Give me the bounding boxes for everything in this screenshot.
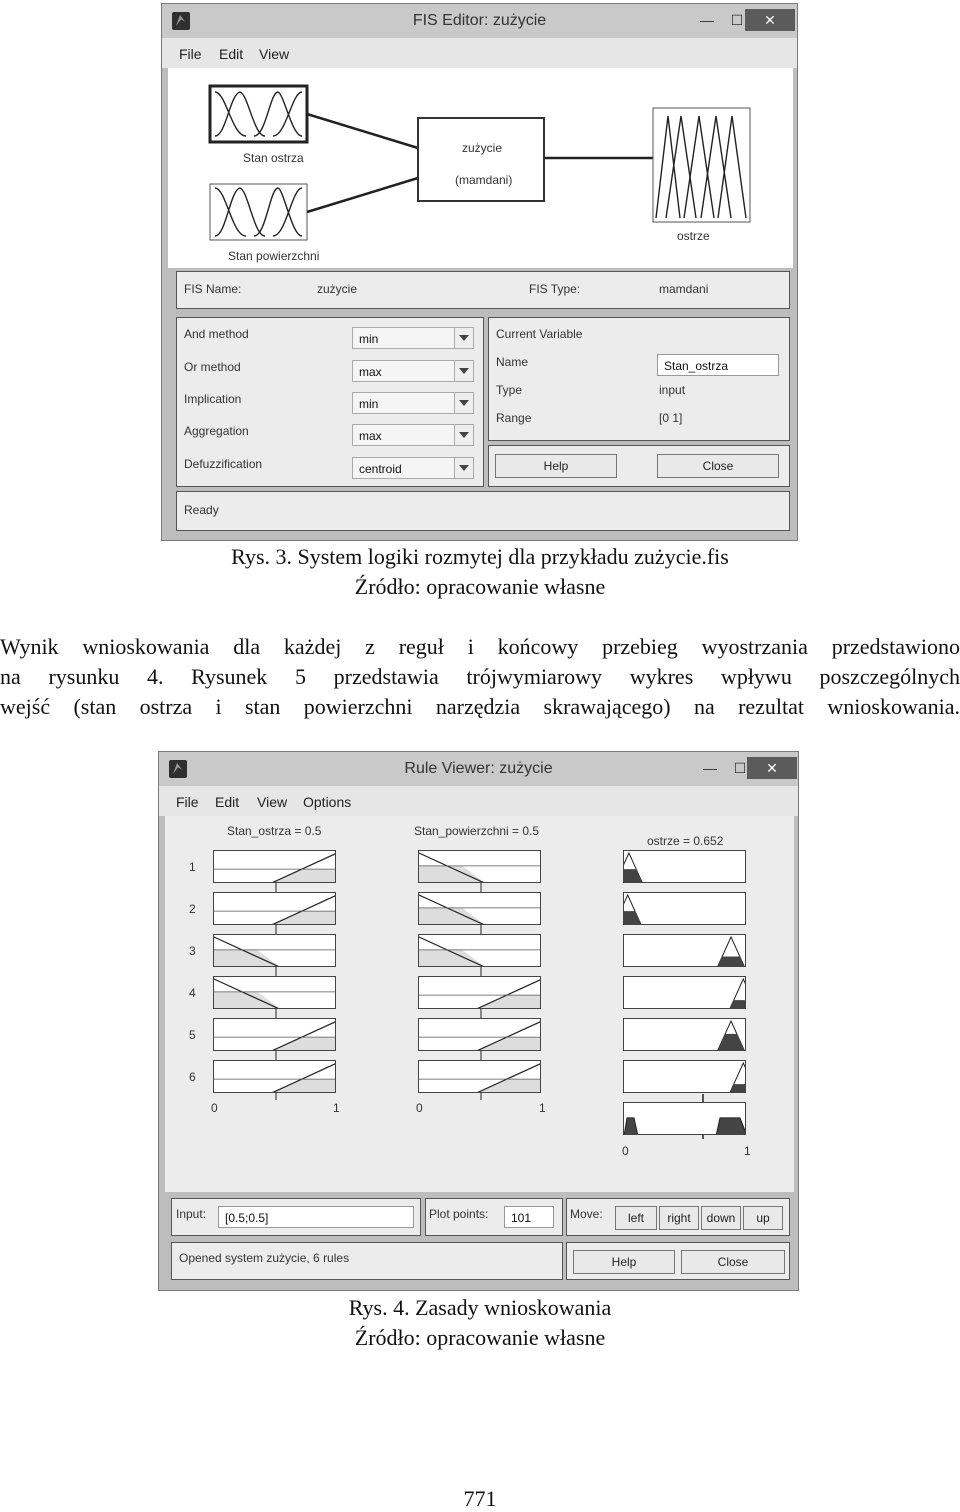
- rule-number: 5: [189, 1028, 196, 1042]
- plot-points-field[interactable]: 101: [504, 1206, 554, 1228]
- range-value: [0 1]: [659, 411, 683, 425]
- move-up-button[interactable]: up: [743, 1206, 783, 1230]
- help-button[interactable]: Help: [573, 1250, 675, 1274]
- output-mf-plot: [623, 976, 746, 1009]
- move-right-button[interactable]: right: [659, 1206, 699, 1230]
- type-value: input: [659, 383, 686, 397]
- fis-editor-window: [161, 3, 798, 541]
- input2-mf-plot: [418, 934, 541, 967]
- maximize-button[interactable]: ☐: [730, 12, 744, 28]
- minimize-button[interactable]: —: [700, 12, 714, 28]
- input2-mf-plot: [418, 1018, 541, 1051]
- or-method-label: Or method: [184, 360, 241, 374]
- output-mf-plot: [623, 1018, 746, 1051]
- window-title: Rule Viewer: zużycie: [404, 760, 553, 777]
- implication-select[interactable]: min: [352, 392, 474, 414]
- aggregation-label: Aggregation: [184, 424, 249, 438]
- paragraph-line-2: na rysunku 4. Rysunek 5 przedstawia trójwymiarowy wykres wpływu poszczególnych: [0, 664, 960, 689]
- input2-mf-plot: [418, 850, 541, 883]
- fis-type-value: mamdani: [659, 282, 709, 296]
- chevron-down-icon: [454, 425, 473, 445]
- center-name: zużycie: [462, 141, 503, 155]
- rule-viewer-titlebar: [159, 752, 798, 786]
- chevron-down-icon: [454, 393, 473, 413]
- close-button[interactable]: Close: [657, 454, 779, 478]
- menu-edit[interactable]: Edit: [215, 794, 240, 810]
- fis-name-panel: [176, 271, 790, 309]
- menu-file[interactable]: File: [179, 46, 202, 62]
- move-panel: [566, 1198, 790, 1236]
- fis-name-label: FIS Name:: [184, 282, 242, 296]
- menu-bar: [159, 786, 798, 816]
- input2-label: Stan powierzchni: [228, 249, 320, 263]
- status-text: Opened system zużycie, 6 rules: [179, 1251, 350, 1265]
- axis1-min: 0: [211, 1101, 218, 1115]
- close-window-button[interactable]: ✕: [745, 9, 795, 31]
- menu-view[interactable]: View: [259, 46, 290, 62]
- rule-viewer-window: [158, 751, 799, 1291]
- output-mf-plot: [623, 934, 746, 967]
- paragraph-line-1: Wynik wnioskowania dla każdej z reguł i końcowy przebieg wyostrzania przedstawiono: [0, 634, 960, 659]
- status-panel: [171, 1242, 563, 1280]
- plot-points-panel: [425, 1198, 563, 1236]
- figure3-caption: Rys. 3. System logiki rozmytej dla przykładu zużycie.fis: [231, 544, 729, 569]
- axis3-min: 0: [622, 1144, 629, 1158]
- rules-plot-area: [165, 816, 794, 1192]
- close-button[interactable]: Close: [681, 1250, 785, 1274]
- axis1-max: 1: [333, 1101, 340, 1115]
- name-label: Name: [496, 355, 529, 369]
- variable-name-field[interactable]: Stan_ostrza: [657, 354, 779, 376]
- rule-number: 3: [189, 944, 196, 958]
- output-mf-plot: [623, 1060, 746, 1093]
- window-title: FIS Editor: zużycie: [412, 12, 547, 29]
- methods-panel: [176, 317, 484, 487]
- move-down-button[interactable]: down: [701, 1206, 741, 1230]
- input2-mf-plot: [418, 976, 541, 1009]
- move-label: Move:: [570, 1207, 603, 1221]
- output-mf-plot: [623, 850, 746, 883]
- fis-type-label: FIS Type:: [529, 282, 581, 296]
- close-window-button[interactable]: ✕: [747, 757, 797, 779]
- fis-diagram-area: [168, 68, 793, 268]
- range-label: Range: [496, 411, 532, 425]
- col1-header: Stan_ostrza = 0.5: [227, 824, 322, 838]
- figure3-source: Źródło: opracowanie własne: [354, 574, 606, 599]
- help-close-panel: [488, 445, 790, 487]
- rule-number: 6: [189, 1070, 196, 1084]
- input2-mf-plot: [418, 892, 541, 925]
- chevron-down-icon: [454, 328, 473, 348]
- paragraph-line-3: wejść (stan ostrza i stan powierzchni narzędzia skrawającego) na rezultat wnioskowania.: [0, 694, 960, 719]
- or-method-select[interactable]: max: [352, 360, 474, 382]
- axis2-min: 0: [416, 1101, 423, 1115]
- output-label: ostrze: [677, 229, 710, 243]
- type-label: Type: [496, 383, 523, 397]
- figure4-source: Źródło: opracowanie własne: [354, 1325, 606, 1350]
- chevron-down-icon: [454, 361, 473, 381]
- defuzzification-select[interactable]: centroid: [352, 457, 474, 479]
- output-mf-plot: [623, 892, 746, 925]
- chevron-down-icon: [454, 458, 473, 478]
- status-panel: [176, 491, 790, 531]
- help-close-panel: [566, 1242, 790, 1280]
- rule-number: 4: [189, 986, 196, 1000]
- input-panel: [171, 1198, 421, 1236]
- help-button[interactable]: Help: [495, 454, 617, 478]
- aggregation-select[interactable]: max: [352, 424, 474, 446]
- input1-mf-plot: [213, 850, 336, 883]
- input1-mf-plot: [213, 1060, 336, 1093]
- input2-mf-plot: [418, 1060, 541, 1093]
- plot-points-label: Plot points:: [429, 1207, 489, 1221]
- center-type: (mamdani): [455, 173, 513, 187]
- rule-block[interactable]: [418, 118, 544, 201]
- input1-mf-plot: [213, 1018, 336, 1051]
- defuzzification-label: Defuzzification: [184, 457, 263, 471]
- menu-edit[interactable]: Edit: [219, 46, 244, 62]
- maximize-button[interactable]: ☐: [733, 760, 747, 776]
- input1-mf-plot: [213, 892, 336, 925]
- menu-view[interactable]: View: [257, 794, 288, 810]
- move-left-button[interactable]: left: [615, 1206, 657, 1230]
- axis3-max: 1: [744, 1144, 751, 1158]
- figure4-caption: Rys. 4. Zasady wnioskowania: [348, 1295, 612, 1320]
- col3-header: ostrze = 0.652: [647, 834, 724, 848]
- page-number: 771: [463, 1486, 497, 1511]
- implication-label: Implication: [184, 392, 242, 406]
- current-variable-heading: Current Variable: [496, 327, 583, 341]
- rule-number: 1: [189, 860, 196, 874]
- menu-file[interactable]: File: [176, 794, 199, 810]
- current-variable-panel: [488, 317, 790, 441]
- input1-mf-plot: [213, 976, 336, 1009]
- col2-header: Stan_powierzchni = 0.5: [414, 824, 540, 838]
- input1-label: Stan ostrza: [243, 151, 304, 165]
- aggregate-output-plot: [623, 1102, 746, 1135]
- status-text: Ready: [184, 503, 219, 517]
- fis-name-value: zużycie: [317, 282, 358, 296]
- input-label: Input:: [176, 1207, 207, 1221]
- input-vector-field[interactable]: [0.5;0.5]: [218, 1206, 414, 1228]
- and-method-label: And method: [184, 327, 249, 341]
- and-method-select[interactable]: min: [352, 327, 474, 349]
- rule-number: 2: [189, 902, 196, 916]
- menu-bar: [162, 38, 797, 68]
- axis2-max: 1: [539, 1101, 546, 1115]
- minimize-button[interactable]: —: [703, 760, 717, 776]
- input1-mf-plot: [213, 934, 336, 967]
- menu-options[interactable]: Options: [303, 794, 352, 810]
- fis-editor-titlebar: [162, 4, 797, 38]
